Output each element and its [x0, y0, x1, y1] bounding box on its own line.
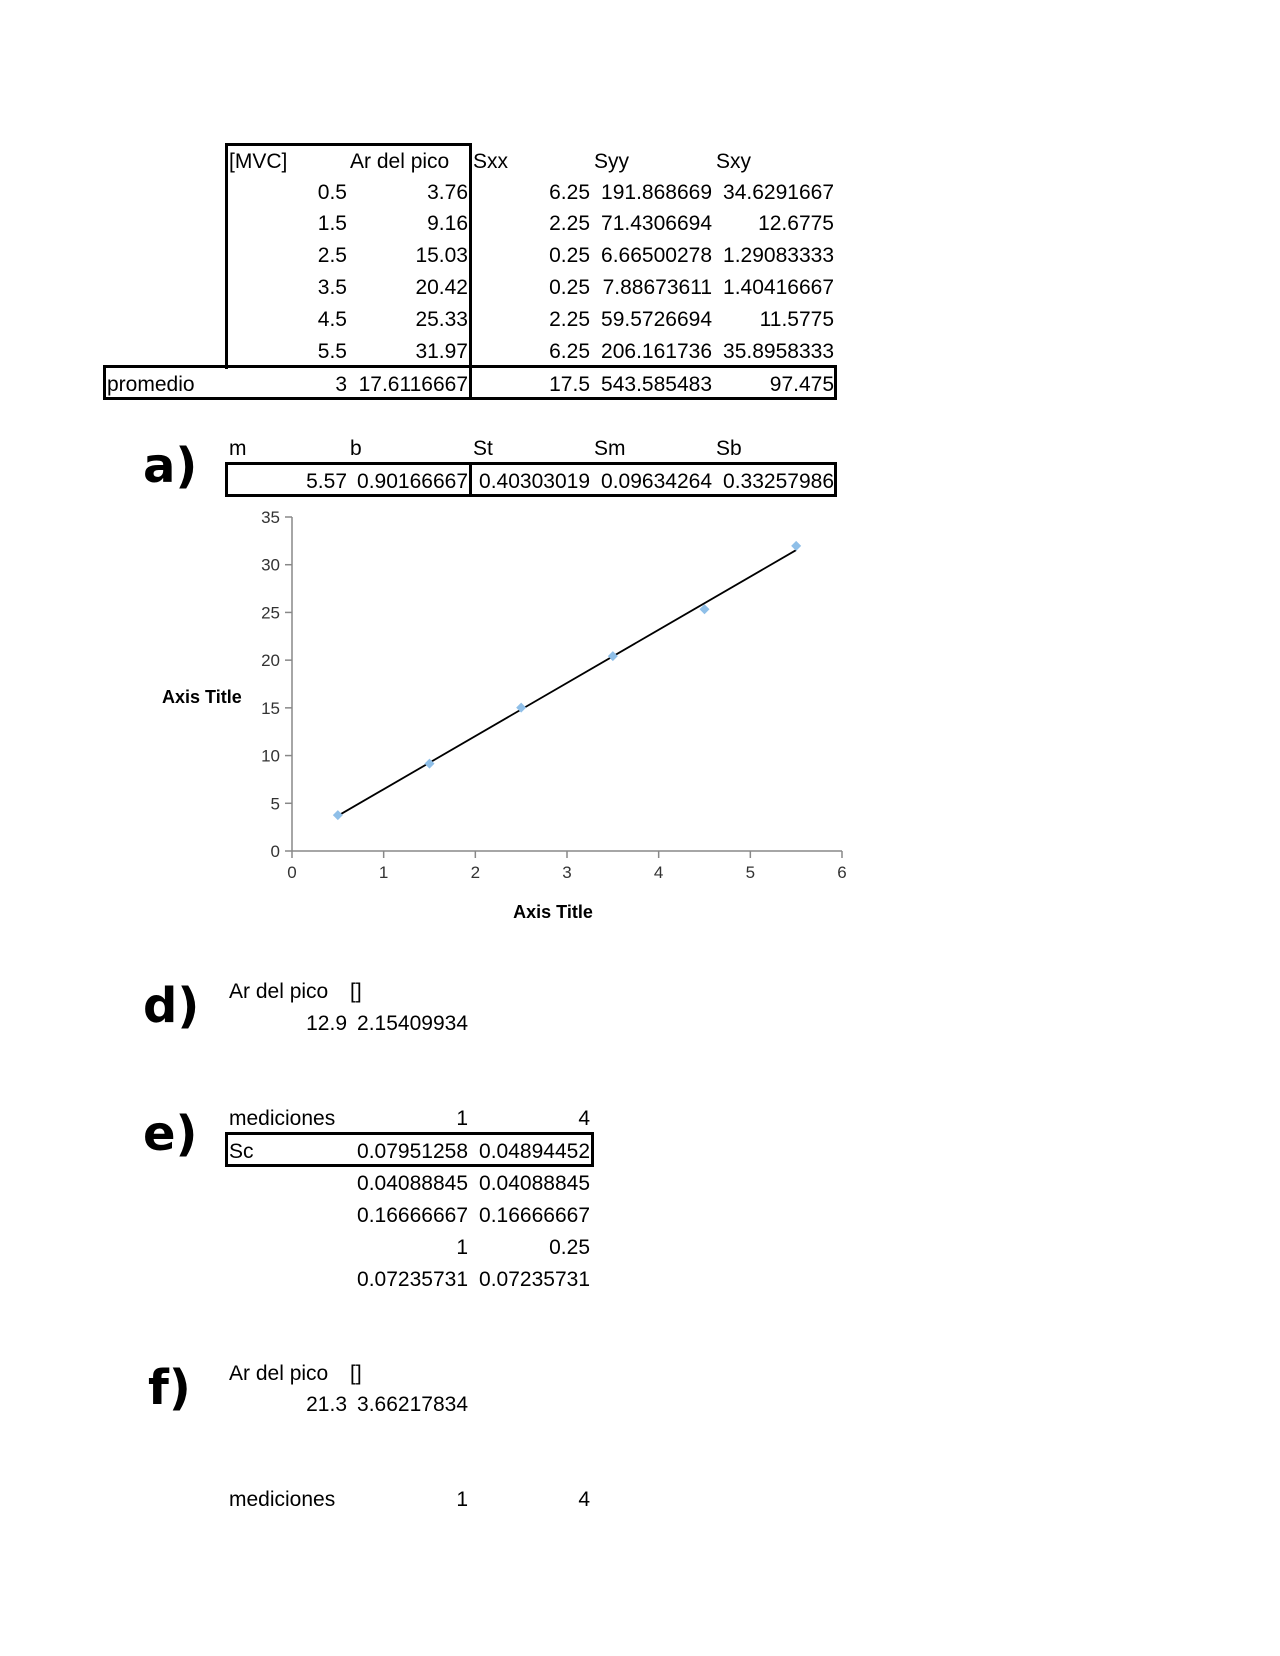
y-tick-label: 15 [261, 698, 280, 718]
promedio-ar: 17.6116667 [358, 373, 468, 396]
table-row-3-sxx: 0.25 [549, 244, 590, 267]
trendline [338, 550, 796, 816]
header-b: b [350, 437, 362, 460]
x-tick-label: 3 [562, 863, 572, 882]
data-point [333, 810, 343, 820]
table-row-1-syy: 191.868669 [601, 181, 712, 204]
x-tick-label: 1 [378, 863, 389, 882]
e-row-4-a: 0.07235731 [357, 1268, 468, 1291]
table-row-2-sxx: 2.25 [549, 212, 590, 235]
header-sxy: Sxy [716, 150, 752, 173]
f-mediciones-4: 4 [578, 1488, 590, 1511]
d-value-conc: 2.15409934 [357, 1012, 468, 1035]
x-tick-label: 6 [837, 863, 847, 882]
value-st: 0.40303019 [479, 470, 590, 493]
d-header-ar-del-pico: Ar del pico [229, 980, 329, 1003]
section-f-label: f) [148, 1360, 191, 1416]
y-tick-label: 0 [270, 842, 280, 861]
f-mediciones-1: 1 [456, 1488, 468, 1511]
table-row-4-syy: 7.88673611 [602, 276, 712, 299]
x-tick-label: 0 [287, 863, 297, 882]
f-header-ar-del-pico: Ar del pico [229, 1362, 329, 1385]
table-row-6-syy: 206.161736 [601, 340, 712, 363]
table-row-5-sxy: 11.5775 [759, 308, 834, 331]
table-row-2-sxy: 12.6775 [758, 212, 834, 235]
header-syy: Syy [594, 150, 630, 173]
y-tick-label: 10 [261, 746, 280, 766]
header-m: m [229, 437, 247, 460]
sc-label: Sc [229, 1140, 254, 1163]
e-mediciones-4: 4 [578, 1107, 590, 1130]
y-tick-label: 5 [270, 794, 280, 814]
table-row-4-sxy: 1.40416667 [723, 276, 834, 299]
promedio-label: promedio [107, 373, 195, 396]
x-tick-label: 4 [653, 863, 664, 882]
table-row-4-ar: 20.42 [415, 276, 468, 299]
table-row-3-mvc: 2.5 [317, 244, 347, 267]
table-row-6-sxy: 35.8958333 [723, 340, 834, 363]
x-axis-ticks [287, 851, 846, 882]
table-row-6-ar: 31.97 [415, 340, 468, 363]
e-row-3-b: 0.25 [549, 1236, 590, 1259]
table-row-4-sxx: 0.25 [549, 276, 590, 299]
x-tick-label: 5 [745, 863, 756, 882]
value-b: 0.90166667 [357, 470, 468, 493]
section-a-label: a) [143, 438, 198, 494]
header-ar-del-pico: Ar del pico [350, 150, 450, 173]
header-st: St [473, 437, 493, 460]
promedio-syy: 543.585483 [601, 373, 712, 396]
table-row-5-ar: 25.33 [415, 308, 468, 331]
sc-value-1: 0.07951258 [357, 1140, 468, 1163]
e-mediciones-label: mediciones [229, 1107, 336, 1130]
header-sm: Sm [594, 437, 626, 460]
value-sm: 0.09634264 [601, 470, 712, 493]
table-row-2-mvc: 1.5 [317, 212, 347, 235]
d-value-area: 12.9 [306, 1012, 347, 1035]
table-row-1-mvc: 0.5 [317, 181, 347, 204]
table-row-5-sxx: 2.25 [549, 308, 590, 331]
data-point [791, 541, 801, 551]
table-row-5-mvc: 4.5 [317, 308, 347, 331]
table-row-1-sxy: 34.6291667 [723, 181, 834, 204]
table-row-4-mvc: 3.5 [317, 276, 347, 299]
promedio-mvc: 3 [335, 373, 347, 396]
e-row-3-a: 1 [456, 1236, 468, 1259]
table-row-5-syy: 59.5726694 [601, 308, 712, 331]
table-row-6-sxx: 6.25 [549, 340, 590, 363]
value-sb: 0.33257986 [723, 470, 834, 493]
promedio-sxx: 17.5 [549, 373, 590, 396]
y-tick-label: 30 [261, 555, 280, 575]
table-row-1-sxx: 6.25 [549, 181, 590, 204]
e-row-2-a: 0.16666667 [357, 1204, 468, 1227]
f-mediciones-label: mediciones [229, 1488, 336, 1511]
f-value-area: 21.3 [306, 1393, 347, 1416]
e-row-1-a: 0.04088845 [357, 1172, 468, 1195]
y-tick-label: 25 [261, 603, 280, 623]
e-row-2-b: 0.16666667 [479, 1204, 590, 1227]
y-axis-title: Axis Title [162, 687, 242, 707]
section-d-label: d) [143, 978, 200, 1034]
d-header-brackets: [] [350, 980, 362, 1003]
y-tick-label: 35 [261, 508, 280, 527]
table-row-1-ar: 3.76 [427, 181, 468, 204]
promedio-sxy: 97.475 [769, 373, 834, 396]
x-tick-label: 2 [470, 863, 481, 882]
table-row-3-sxy: 1.29083333 [723, 244, 834, 267]
header-sxx: Sxx [473, 150, 509, 173]
y-axis-ticks [261, 508, 292, 861]
y-tick-label: 20 [261, 651, 280, 671]
section-e-label: e) [143, 1106, 198, 1162]
table-row-3-ar: 15.03 [415, 244, 468, 267]
table-row-3-syy: 6.66500278 [601, 244, 712, 267]
e-row-1-b: 0.04088845 [479, 1172, 590, 1195]
value-m: 5.57 [306, 470, 347, 493]
f-value-conc: 3.66217834 [357, 1393, 468, 1416]
sc-value-4: 0.04894452 [479, 1140, 590, 1163]
x-axis-title: Axis Title [513, 902, 593, 922]
f-header-brackets: [] [350, 1362, 362, 1385]
table-row-2-syy: 71.4306694 [601, 212, 712, 235]
table-row-2-ar: 9.16 [427, 212, 468, 235]
header-sb: Sb [716, 437, 742, 460]
data-point [608, 651, 618, 661]
table-row-6-mvc: 5.5 [317, 340, 347, 363]
e-mediciones-1: 1 [456, 1107, 468, 1130]
e-row-4-b: 0.07235731 [479, 1268, 590, 1291]
header-mvc: [MVC] [229, 150, 288, 173]
